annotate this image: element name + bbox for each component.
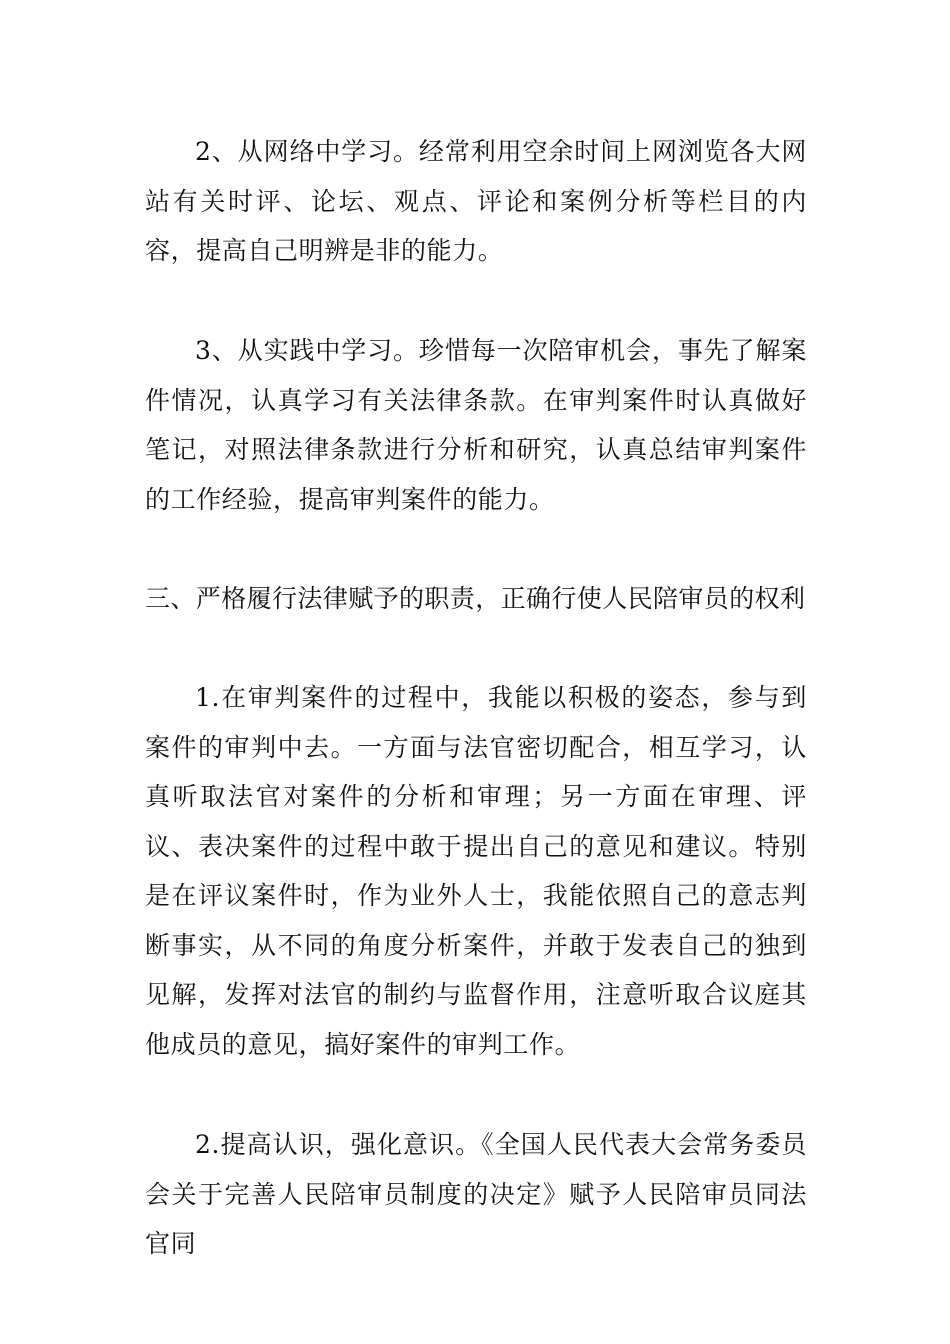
paragraph-trial-participation: 1.在审判案件的过程中，我能以积极的姿态，参与到案件的审判中去。一方面与法官密切配合，相互学习，认真听取法官对案件的分析和审理；另一方面在审理、评议、表决案件的过程中敢于提出自己的意见和建议。特别是在评议案件时，作为业外人士，我能依照自己的意志判断事实，从不同的角度分析案件，并敢于发表自己的独到见解，发挥对法官的制约与监督作用，注意听取合议庭其他成员的意见，搞好案件的审判工作。 — [145, 683, 807, 1059]
paragraph-raise-awareness: 2.提高认识，强化意识。《全国人民代表大会常务委员会关于完善人民陪审员制度的决定》赋予人民陪审员同法官同 — [145, 1130, 807, 1258]
paragraph-learn-from-network: 2、从网络中学习。经常利用空余时间上网浏览各大网站有关时评、论坛、观点、评论和案例分析等栏目的内容，提高自己明辨是非的能力。 — [145, 137, 807, 265]
section-heading-three: 三、严格履行法律赋予的职责，正确行使人民陪审员的权利 — [145, 584, 806, 613]
paragraph-learn-from-practice: 3、从实践中学习。珍惜每一次陪审机会，事先了解案件情况，认真学习有关法律条款。在审判案件时认真做好笔记，对照法律条款进行分析和研究，认真总结审判案件的工作经验，提高审判案件的能力。 — [145, 336, 807, 514]
